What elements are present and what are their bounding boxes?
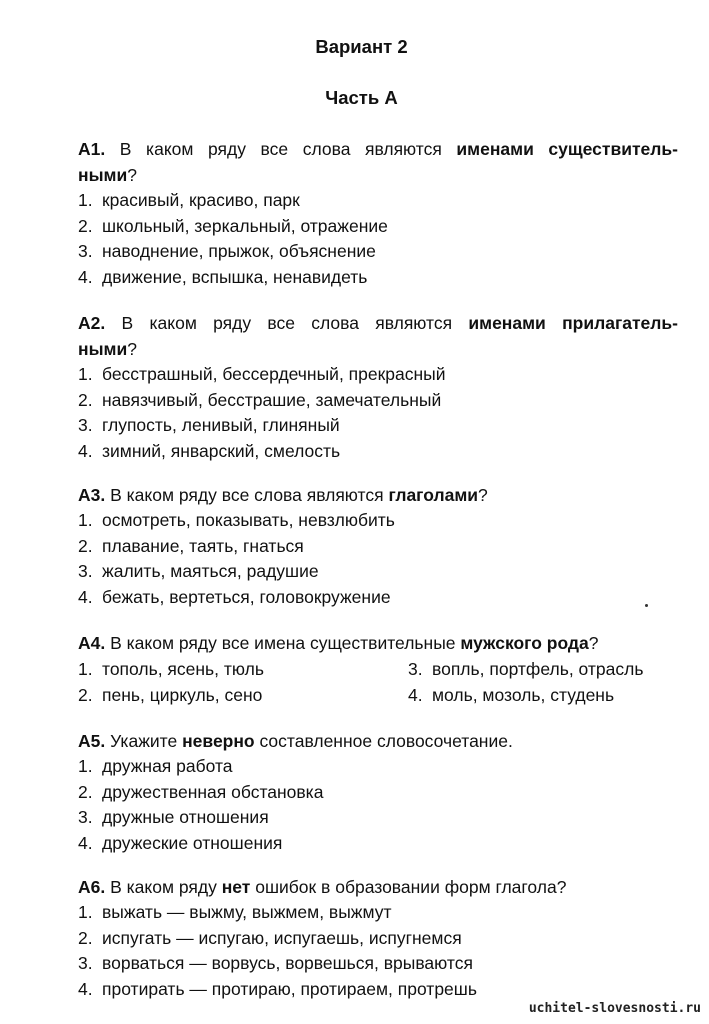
question-a5: [78, 728, 678, 856]
question-a2: [78, 310, 678, 464]
answer-option: 2. школьный, зеркальный, отражение: [78, 215, 388, 236]
question-a3: [78, 482, 678, 610]
answer-option: 3. наводнение, прыжок, объяснение: [78, 241, 376, 261]
answer-option: 1. тополь, ясень, тюль: [78, 659, 264, 679]
answer-option: 3. дружные отношения: [78, 807, 269, 827]
question-a3-text: А3. В каком ряду все слова являются глаголами?: [78, 485, 488, 505]
answer-option: 2. дружественная обстановка: [78, 781, 324, 802]
question-number: А4.: [78, 633, 106, 653]
answer-option: 3. жалить, маяться, радушие: [78, 561, 319, 581]
question-a2-text-cont: ными?: [78, 339, 137, 359]
stray-dot: [645, 604, 648, 607]
question-number: А5.: [78, 731, 106, 751]
question-number: А2.: [78, 313, 106, 333]
site-watermark: uchitel-slovesnosti.ru: [528, 1001, 701, 1016]
question-a1: [78, 136, 678, 290]
question-a5-text: А5. Укажите неверно составленное словосочетание.: [78, 731, 513, 751]
answer-option: 4. бежать, вертеться, головокружение: [78, 586, 391, 607]
question-number: А1.: [78, 139, 106, 159]
answer-option: 4. моль, мозоль, студень: [408, 685, 615, 705]
answer-option: 1. осмотреть, показывать, невзлюбить: [78, 510, 395, 530]
question-a6: [78, 874, 678, 1002]
answer-option: 4. протирать — протираю, протираем, протрешь: [78, 978, 477, 999]
answer-row: [78, 656, 678, 682]
answer-option: 4. движение, вспышка, ненавидеть: [78, 266, 368, 287]
answer-option: 1. дружная работа: [78, 756, 233, 776]
question-a4: [78, 630, 678, 708]
answer-row: [78, 682, 678, 708]
part-title: Часть А: [325, 87, 398, 108]
question-a6-text: А6. В каком ряду нет ошибок в образовании форм глагола?: [78, 877, 567, 897]
question-number: А6.: [78, 877, 106, 897]
answer-option: 1. красивый, красиво, парк: [78, 190, 300, 210]
question-number: А3.: [78, 485, 106, 505]
answer-option: 2. испугать — испугаю, испугаешь, испугнемся: [78, 927, 462, 948]
answer-option: 3. вопль, портфель, отрасль: [408, 659, 644, 679]
answer-option: 1. выжать — выжму, выжмем, выжмут: [78, 902, 392, 922]
question-a2-text: А2. В каком ряду все слова являются именами прилагатель-: [78, 313, 678, 333]
answer-option: 3. ворваться — ворвусь, ворвешься, врываются: [78, 953, 473, 973]
answer-option: 3. глупость, ленивый, глиняный: [78, 415, 340, 435]
answer-option: 1. бесстрашный, бессердечный, прекрасный: [78, 364, 446, 384]
answer-option: 2. плавание, таять, гнаться: [78, 535, 304, 556]
question-a4-text: А4. В каком ряду все имена существительные мужского рода?: [78, 633, 599, 653]
question-a1-text-cont: ными?: [78, 165, 137, 185]
answer-option: 4. зимний, январский, смелость: [78, 440, 341, 461]
question-a1-text: А1. В каком ряду все слова являются именами существитель-: [78, 139, 678, 159]
answer-option: 4. дружеские отношения: [78, 832, 283, 853]
answer-option: 2. навязчивый, бесстрашие, замечательный: [78, 389, 442, 410]
answer-option: 2. пень, циркуль, сено: [78, 685, 263, 705]
variant-title: Вариант 2: [315, 36, 408, 57]
